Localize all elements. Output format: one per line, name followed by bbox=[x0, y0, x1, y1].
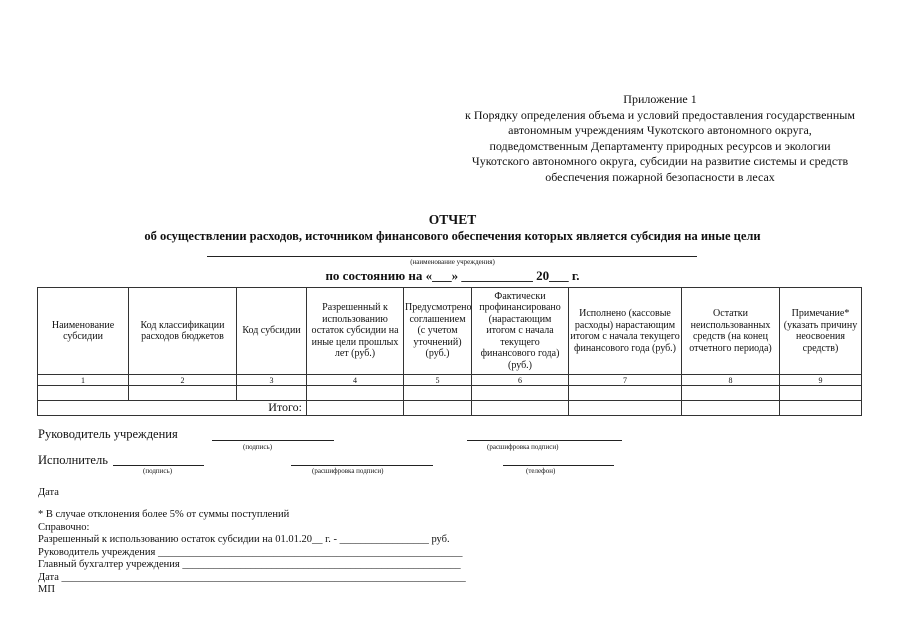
column-header: Примечание* (указать причину неосвоения средств) bbox=[780, 288, 862, 375]
column-header: Разрешенный к использованию остаток субсидии на иные цели прошлых лет (руб.) bbox=[307, 288, 404, 375]
head-signature-line[interactable] bbox=[212, 440, 334, 441]
total-row bbox=[38, 401, 862, 416]
total-cell[interactable] bbox=[682, 401, 780, 416]
column-number: 1 bbox=[38, 375, 129, 386]
column-header: Фактически профинансировано (нарастающим итогом с начала текущего финансового года) (руб.) bbox=[472, 288, 569, 375]
column-number: 5 bbox=[404, 375, 472, 386]
executor-signature-line[interactable] bbox=[113, 465, 204, 466]
institution-caption: (наименование учреждения) bbox=[410, 258, 495, 266]
table-header-row bbox=[38, 288, 862, 375]
footnote-date: Дата _____________________________________________________________________________ bbox=[38, 571, 466, 583]
table-cell[interactable] bbox=[38, 386, 129, 401]
footnote-block bbox=[38, 509, 466, 597]
head-decode-line[interactable] bbox=[467, 440, 622, 441]
total-cell[interactable] bbox=[472, 401, 569, 416]
appendix-line: автономным учреждениям Чукотского автономного округа, bbox=[508, 123, 812, 137]
column-number: 8 bbox=[682, 375, 780, 386]
total-cell[interactable] bbox=[307, 401, 404, 416]
executor-phone-caption: (телефон) bbox=[526, 467, 556, 475]
footnote-stamp: МП bbox=[38, 584, 55, 595]
column-number: 3 bbox=[237, 375, 307, 386]
appendix-line: подведомственным Департаменту природных ресурсов и экологии bbox=[489, 138, 831, 153]
head-label: Руководитель учреждения bbox=[38, 427, 178, 441]
report-subtitle: об осуществлении расходов, источником финансового обеспечения которых является субсидия на иные цели bbox=[144, 229, 761, 243]
executor-decode-caption: (расшифровка подписи) bbox=[312, 467, 384, 475]
column-number: 6 bbox=[472, 375, 569, 386]
total-cell[interactable] bbox=[780, 401, 862, 416]
appendix-line: Приложение 1 bbox=[623, 92, 697, 106]
appendix-line: обеспечения пожарной безопасности в лесах bbox=[545, 169, 775, 184]
table-cell[interactable] bbox=[780, 386, 862, 401]
column-number-row bbox=[38, 375, 862, 386]
executor-phone-line[interactable] bbox=[503, 465, 614, 466]
column-header: Код субсидии bbox=[237, 288, 307, 375]
head-sign-caption: (подпись) bbox=[243, 443, 273, 451]
table-cell[interactable] bbox=[682, 386, 780, 401]
footnote-allowed-balance: Разрешенный к использованию остаток субсидии на 01.01.20__ г. - _________________ руб. bbox=[38, 534, 450, 545]
table-cell[interactable] bbox=[129, 386, 237, 401]
footnote-accountant: Главный бухгалтер учреждения _____________________________________________________ bbox=[38, 559, 461, 570]
table-cell[interactable] bbox=[472, 386, 569, 401]
table-cell[interactable] bbox=[569, 386, 682, 401]
executor-label: Исполнитель bbox=[38, 453, 108, 467]
table-cell[interactable] bbox=[237, 386, 307, 401]
column-header: Исполнено (кассовые расходы) нарастающим итогом с начала текущего финансового года (руб.) bbox=[569, 288, 682, 375]
report-table bbox=[37, 287, 862, 416]
institution-name-line[interactable] bbox=[207, 256, 697, 257]
column-header: Остатки неиспользованных средств (на конец отчетного периода) bbox=[682, 288, 780, 375]
table-row bbox=[38, 386, 862, 401]
footnote-note: * В случае отклонения более 5% от суммы поступлений bbox=[38, 509, 290, 520]
executor-decode-line[interactable] bbox=[291, 465, 433, 466]
column-number: 2 bbox=[129, 375, 237, 386]
column-header: Предусмотрено соглашением (с учетом уточнений) (руб.) bbox=[404, 288, 472, 375]
table-cell[interactable] bbox=[404, 386, 472, 401]
column-header: Наименование субсидии bbox=[38, 288, 129, 375]
column-header: Код классификации расходов бюджетов bbox=[129, 288, 237, 375]
appendix-header bbox=[420, 92, 900, 185]
appendix-line: к Порядку определения объема и условий предоставления государственным bbox=[465, 107, 855, 122]
total-cell[interactable] bbox=[569, 401, 682, 416]
footnote-reference: Справочно: bbox=[38, 521, 90, 533]
table-cell[interactable] bbox=[307, 386, 404, 401]
column-number: 4 bbox=[307, 375, 404, 386]
footnote-head: Руководитель учреждения __________________________________________________________ bbox=[38, 546, 463, 558]
report-title: ОТЧЕТ bbox=[428, 212, 477, 227]
head-decode-caption: (расшифровка подписи) bbox=[487, 443, 559, 451]
total-label: Итого: bbox=[38, 401, 307, 416]
date-label: Дата bbox=[38, 487, 59, 498]
appendix-line: Чукотского автономного округа, субсидии на развитие системы и средств bbox=[471, 154, 849, 168]
total-cell[interactable] bbox=[404, 401, 472, 416]
as-of-date: по состоянию на «___» ___________ 20___ г. bbox=[325, 268, 580, 283]
column-number: 9 bbox=[780, 375, 862, 386]
column-number: 7 bbox=[569, 375, 682, 386]
executor-sign-caption: (подпись) bbox=[143, 467, 173, 475]
